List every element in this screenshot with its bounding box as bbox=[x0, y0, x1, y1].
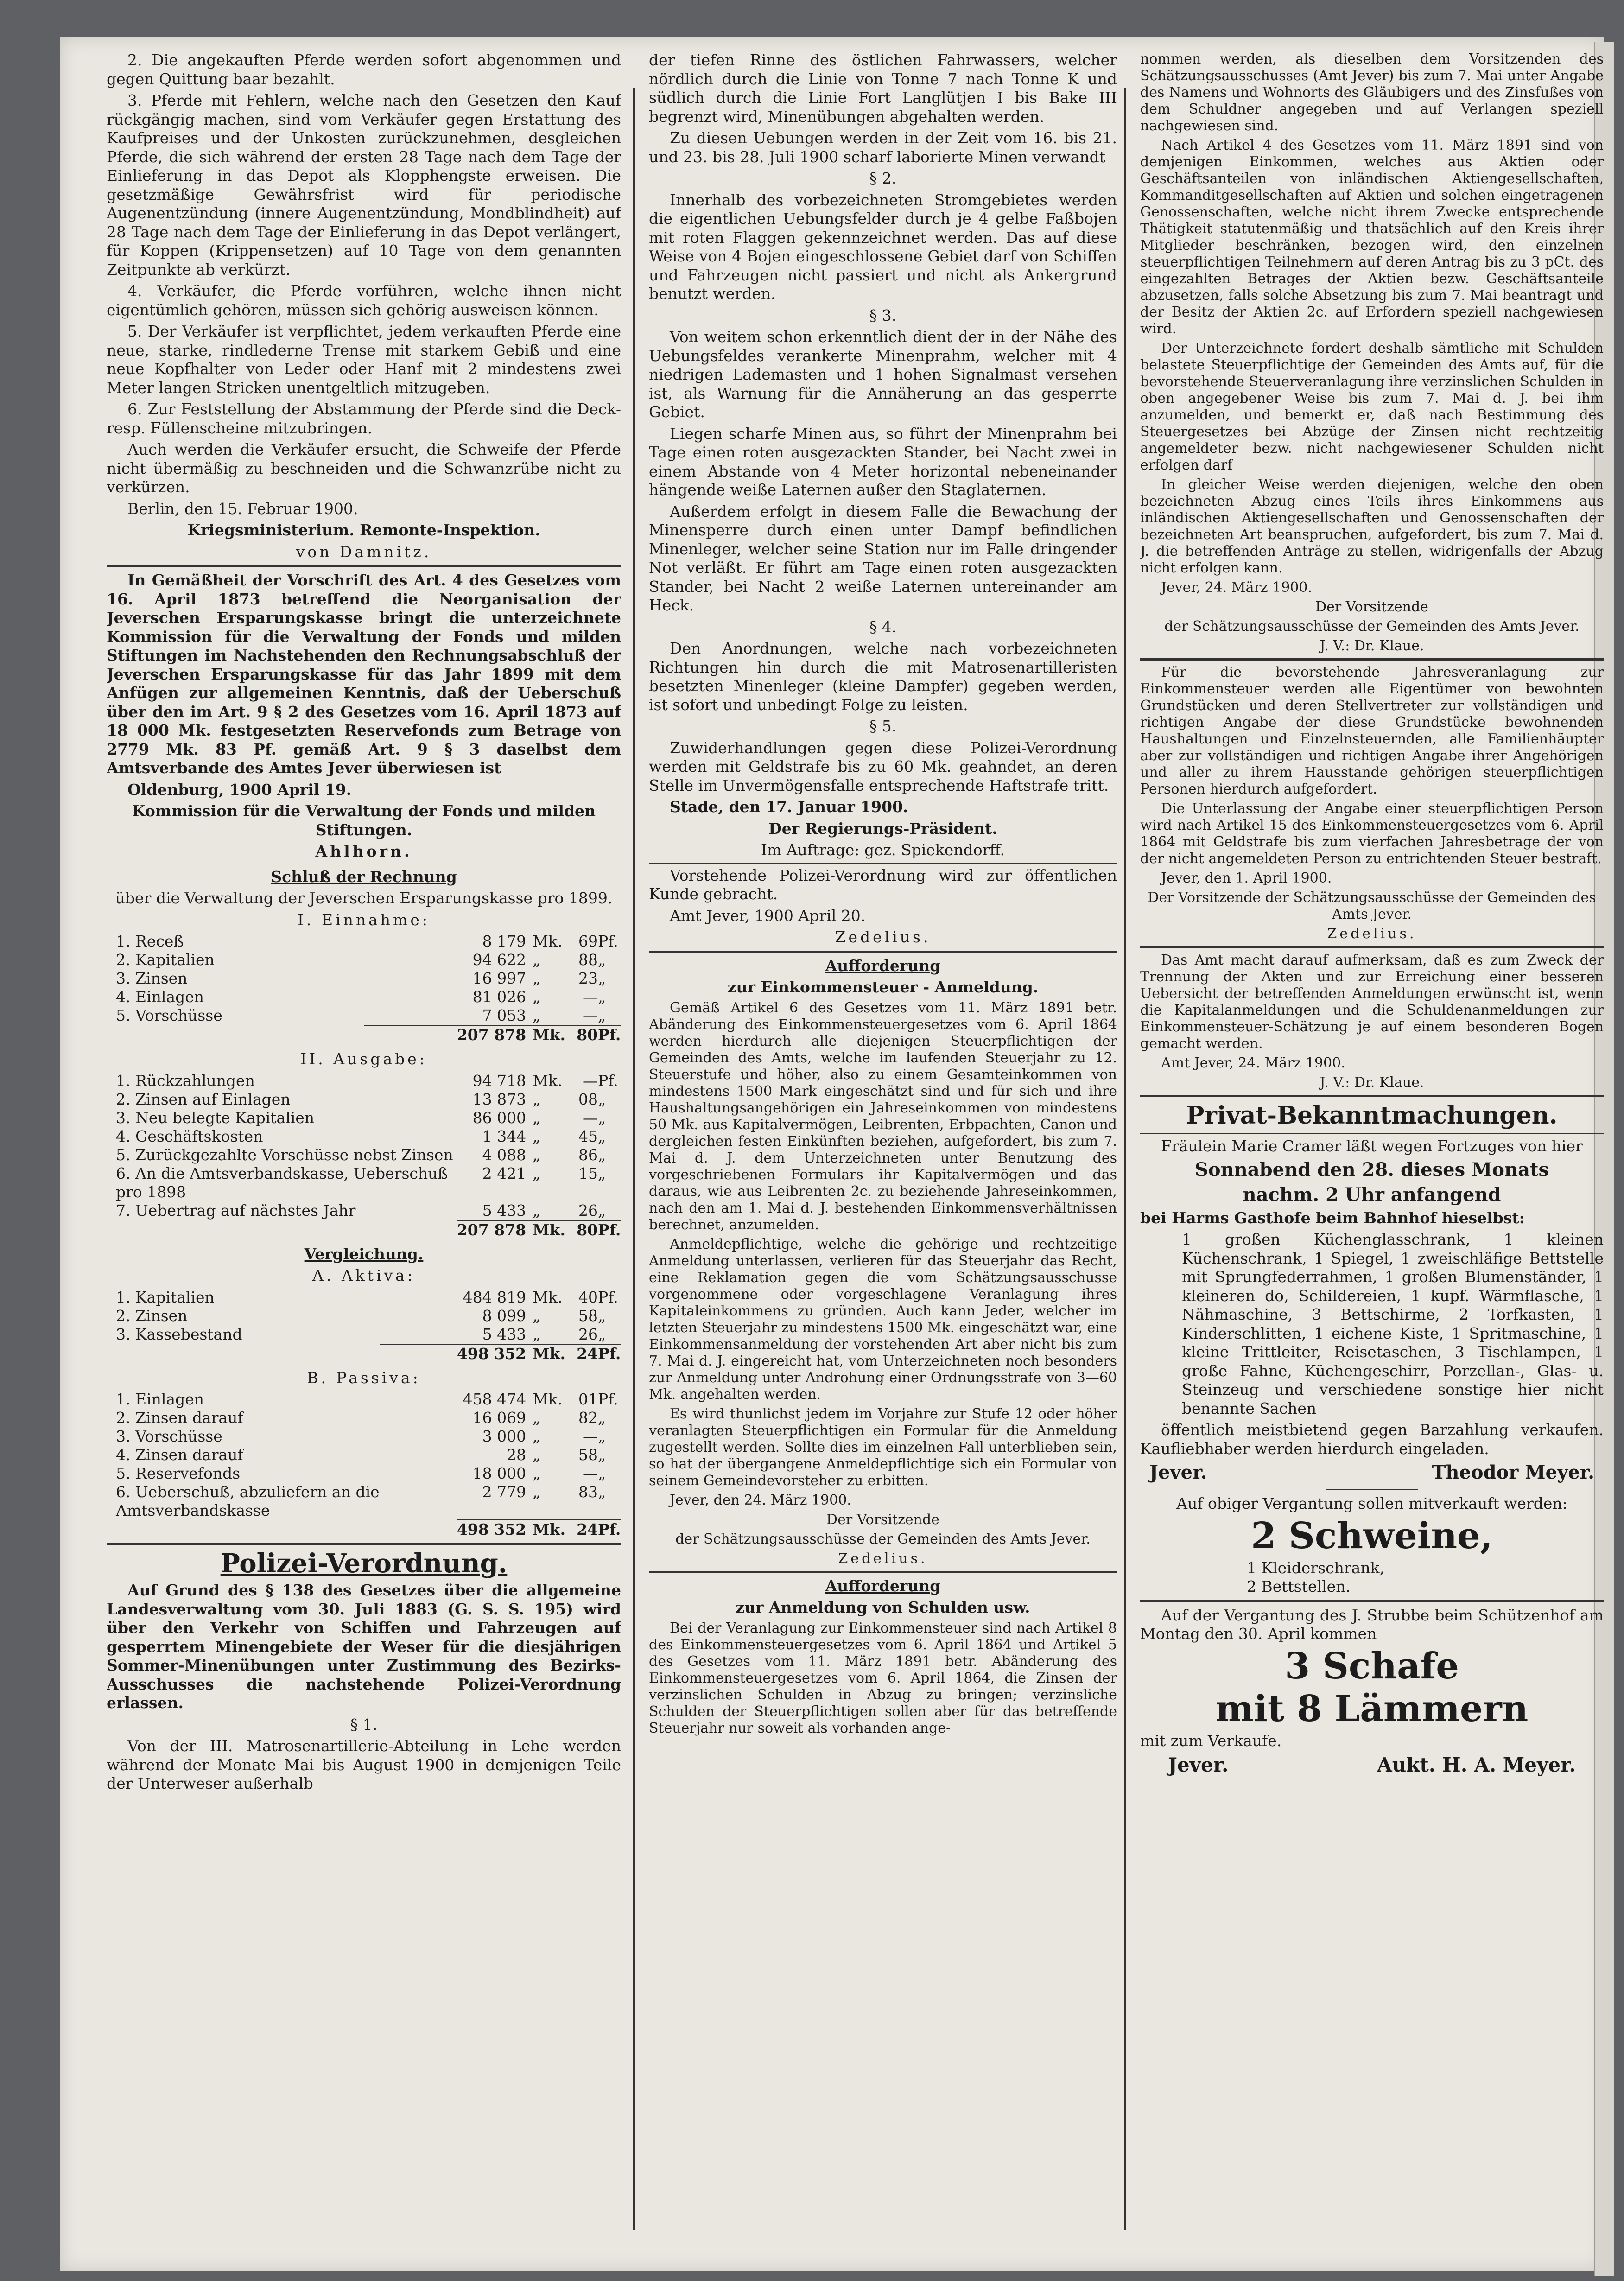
account-total-row bbox=[107, 1025, 621, 1044]
paragraph: 5. Der Verkäufer ist verpflichtet, jedem verkauften Pferde eine neue, starke, rindlederne Trense mit starkem Gebiß und eine neue Kopfhalter von Leder oder Hanf mit 2 mindestens zwei Meter langen Stricken unentgeltlich mitzugeben. bbox=[107, 322, 621, 397]
account-pf-unit: „ bbox=[598, 1164, 606, 1182]
account-pf-unit: „ bbox=[598, 1409, 606, 1427]
account-amount: 484 819 bbox=[463, 1288, 527, 1306]
accounts-title: Schluß der Rechnung bbox=[271, 867, 457, 886]
paragraph: Den Anordnungen, welche nach vorbezeichneten Richtungen hin durch die mit Matrosenartilleristen besetzten Minenleger (kleine Dampfer) gegeben werden, ist sofort und unbedingt Folge zu leisten. bbox=[649, 639, 1117, 714]
signature: Zedelius. bbox=[838, 1550, 928, 1567]
expense-table bbox=[107, 1072, 621, 1239]
account-row bbox=[107, 1307, 621, 1325]
signature: Ahlhorn. bbox=[315, 842, 412, 860]
account-label: 3. Neu belegte Kapitalien bbox=[116, 1108, 315, 1127]
signature: J. V.: Dr. Klaue. bbox=[1320, 638, 1424, 654]
account-total-pfennig: 80 bbox=[565, 1220, 598, 1239]
account-label: 5. Vorschüsse bbox=[116, 1006, 222, 1024]
account-total-amount: 207 878 bbox=[457, 1220, 533, 1239]
account-label: 6. An die Amtsverbandskasse, Ueberschuß pro 1898 bbox=[116, 1164, 448, 1201]
extra-item: 1 Kleiderschrank, bbox=[1247, 1558, 1385, 1577]
liabilities-table bbox=[107, 1390, 621, 1539]
account-pfennig: — bbox=[583, 1006, 598, 1024]
account-pfennig: 82 bbox=[578, 1409, 598, 1427]
account-label: 2. Zinsen darauf bbox=[116, 1409, 243, 1427]
sheep-sale-note: mit zum Verkaufe. bbox=[1140, 1731, 1282, 1750]
account-pfennig: 58 bbox=[578, 1446, 598, 1464]
account-pf-unit: „ bbox=[598, 1201, 606, 1220]
account-pfennig: 83 bbox=[578, 1483, 598, 1501]
account-label: 2. Zinsen auf Einlagen bbox=[116, 1090, 291, 1108]
auction-intro: Fräulein Marie Cramer läßt wegen Fortzuges von hier bbox=[1161, 1137, 1583, 1155]
auction-date: Sonnabend den 28. dieses Monats bbox=[1195, 1158, 1549, 1181]
account-row bbox=[107, 951, 621, 969]
account-label: 5. Reservefonds bbox=[116, 1464, 241, 1482]
account-row bbox=[107, 1006, 621, 1025]
account-label: 1. Einlagen bbox=[116, 1390, 204, 1408]
dateline: Jever, den 1. April 1900. bbox=[1161, 870, 1332, 886]
account-pfennig: 08 bbox=[578, 1090, 598, 1108]
dateline: Stade, den 17. Januar 1900. bbox=[670, 798, 908, 816]
account-amount: 1 344 bbox=[482, 1127, 527, 1145]
account-pf-unit: „ bbox=[598, 1306, 606, 1325]
tax-notice-subtitle: zur Einkommensteuer - Anmeldung. bbox=[727, 978, 1039, 996]
auction-town: Jever. bbox=[1149, 1461, 1207, 1483]
debt-notice-subtitle: zur Anmeldung von Schulden usw. bbox=[736, 1598, 1030, 1616]
account-unit: „ bbox=[533, 1145, 541, 1164]
sheep-intro: Auf der Vergantung des J. Strubbe beim Schützenhof am Montag den 30. April kommen bbox=[1140, 1606, 1604, 1643]
dateline: Oldenburg, 1900 April 19. bbox=[127, 780, 352, 799]
account-total-row bbox=[107, 1220, 621, 1239]
signature: Im Auftrage: gez. Spiekendorff. bbox=[761, 841, 1005, 859]
account-label: 3. Kassebestand bbox=[116, 1325, 242, 1343]
section-mark: § 2. bbox=[869, 169, 897, 187]
expense-heading: II. Ausgabe: bbox=[300, 1050, 427, 1068]
account-amount: 18 000 bbox=[472, 1464, 527, 1482]
dateline: Amt Jever, 24. März 1900. bbox=[1161, 1055, 1345, 1071]
auction-items: 1 großen Küchenglasschrank, 1 kleinen Küchenschrank, 1 Spiegel, 1 zweischläfige Bettstelle mit Sprungfederrahmen, 1 großen Blumenständer, 1 kleineren do, Schildereien, 1 kupf. Wärmflasche, 1 Nähmaschine, 3 Bettschirme, 2 Torfkasten, 1 Kinderschlitten, 1 eichene Kiste, 1 Spritmaschine, 1 kleine Trittleiter, Reisetaschen, 3 Tischlampen, 1 große Fahne, Küchengeschirr, Porzellan-, Glas- u. Steinzeug und verschiedene sonstige hier nicht benannte Sachen bbox=[1182, 1230, 1604, 1417]
income-table bbox=[107, 932, 621, 1044]
account-unit: „ bbox=[533, 1164, 541, 1182]
account-amount: 28 bbox=[507, 1446, 527, 1464]
paragraph: Nach Artikel 4 des Gesetzes vom 11. März 1891 sind von demjenigen Einkommen, welches aus Aktien oder Geschäftsanteilen von inländischen Aktiengesellschaften, Kommanditgesellschaften auf Aktien und solchen eingetragenen Genossenschaften, welche nicht ihrem Zwecke entsprechende Thätigkeit statutenmäßig und thatsächlich auf den Kreis ihrer Mitglieder beschränken, bezogen wird, den einzelnen steuerpflichtigen Teilnehmern auf deren Antrag bis zu 3 pCt. des eingezahlten Betrages der Aktien bezw. Geschäftsanteile abzusetzen, falls solche Absetzung bis zum 7. Mai beantragt und der Besitz der Aktien 2c. auf Erfordern speziell nachgewiesen wird. bbox=[1140, 137, 1604, 337]
divider bbox=[1140, 1133, 1604, 1134]
paragraph: nommen werden, als dieselben dem Vorsitzenden des Schätzungsausschusses (Amt Jever) bis zum 7. Mai unter Angabe des Namens und Wohnorts des Gläubigers und des Zinsfußes von dem Schuldner angegeben und auf Verlangen speziell nachgewiesen sind. bbox=[1140, 51, 1604, 134]
auction-signature bbox=[1140, 1461, 1604, 1484]
column-2 bbox=[649, 51, 1117, 2220]
income-heading: I. Einnahme: bbox=[297, 910, 431, 929]
account-pfennig: 26 bbox=[578, 1325, 598, 1343]
section-rule bbox=[107, 1543, 621, 1545]
auctioneer-name: Theodor Meyer. bbox=[1432, 1461, 1594, 1483]
account-amount: 2 421 bbox=[482, 1164, 527, 1182]
account-pfennig: 45 bbox=[578, 1127, 598, 1145]
account-pf-unit: Pf. bbox=[598, 1390, 618, 1408]
account-pf-unit: „ bbox=[598, 1145, 606, 1164]
column-3 bbox=[1140, 51, 1604, 2220]
account-unit: „ bbox=[533, 988, 541, 1006]
account-label: 4. Einlagen bbox=[116, 988, 204, 1006]
account-total-spacer bbox=[107, 1025, 364, 1044]
account-amount: 458 474 bbox=[463, 1390, 527, 1408]
account-unit: „ bbox=[533, 1306, 541, 1325]
section-rule bbox=[1140, 946, 1604, 948]
authority: Kommission für die Verwaltung der Fonds und milden Stiftungen. bbox=[132, 802, 596, 839]
account-amount: 8 099 bbox=[482, 1306, 527, 1325]
account-amount: 16 069 bbox=[472, 1409, 527, 1427]
account-row bbox=[107, 1072, 621, 1090]
account-unit: „ bbox=[533, 1127, 541, 1145]
paragraph: Zu diesen Uebungen werden in der Zeit vom 16. bis 21. und 23. bis 28. Juli 1900 scharf laborierte Minen verwandt bbox=[649, 129, 1117, 166]
account-pfennig: 26 bbox=[578, 1201, 598, 1220]
account-total-unit: Mk. bbox=[533, 1220, 565, 1239]
paragraph: Liegen scharfe Minen aus, so führt der Minenprahm bei Tage einen roten ausgezackten Stander, bei Nacht zwei in einem Abstande von 4 Meter horizontal nebeneinander hängende weiße Laternen außer den Staglaternen. bbox=[649, 424, 1117, 499]
account-total-spacer bbox=[107, 1344, 380, 1363]
account-label: 4. Geschäftskosten bbox=[116, 1127, 263, 1145]
signature: von Damnitz. bbox=[296, 542, 432, 561]
account-amount: 16 997 bbox=[472, 969, 527, 987]
authority: Der Vorsitzende bbox=[1315, 599, 1428, 615]
account-amount: 5 433 bbox=[482, 1325, 527, 1343]
assets-heading: A. Aktiva: bbox=[312, 1266, 415, 1284]
account-row bbox=[107, 1390, 621, 1409]
paragraph: Vorstehende Polizei-Verordnung wird zur öffentlichen Kunde gebracht. bbox=[649, 866, 1117, 903]
account-pf-unit: Pf. bbox=[598, 1288, 618, 1306]
account-total-amount: 498 352 bbox=[380, 1344, 533, 1363]
account-pf-unit: „ bbox=[598, 1325, 606, 1343]
account-row bbox=[107, 1427, 621, 1446]
sheep-signature bbox=[1140, 1753, 1604, 1777]
account-total-unit: Mk. bbox=[533, 1344, 565, 1363]
account-pf-unit: „ bbox=[598, 1108, 606, 1127]
debt-notice-title: Aufforderung bbox=[825, 1576, 941, 1595]
sheep-auctioneer: Aukt. H. A. Meyer. bbox=[1377, 1754, 1576, 1776]
account-amount: 4 088 bbox=[482, 1145, 527, 1164]
account-pf-unit: „ bbox=[598, 951, 606, 969]
account-pf-unit: „ bbox=[598, 1427, 606, 1445]
account-unit: „ bbox=[533, 969, 541, 987]
account-unit: Mk. bbox=[533, 1390, 563, 1408]
account-pf-unit: „ bbox=[598, 988, 606, 1006]
account-label: 2. Zinsen bbox=[116, 1306, 188, 1325]
account-unit: „ bbox=[533, 1090, 541, 1108]
auction-time: nachm. 2 Uhr anfangend bbox=[1243, 1183, 1501, 1206]
paragraph: Innerhalb des vorbezeichneten Stromgebietes werden die eigentlichen Uebungsfelder durch je 4 gelbe Faßbojen mit roten Flaggen gekennzeichnet werden. Das auf diese Weise von 4 Bojen eingeschlossene Gebiet darf von Schiffen und Fahrzeugen nicht passiert und nicht als Ankergrund benutzt werden. bbox=[649, 191, 1117, 303]
account-label: 7. Uebertrag auf nächstes Jahr bbox=[116, 1201, 356, 1220]
account-row bbox=[107, 1446, 621, 1464]
dateline: Berlin, den 15. Februar 1900. bbox=[127, 499, 358, 518]
auction-place: bei Harms Gasthofe beim Bahnhof hieselbst: bbox=[1140, 1208, 1525, 1227]
extra-item: 2 Bettstellen. bbox=[1247, 1577, 1351, 1595]
account-total-pfennig: 24 bbox=[565, 1344, 598, 1363]
account-pf-unit: Pf. bbox=[598, 1071, 618, 1090]
account-pf-unit: Pf. bbox=[598, 932, 618, 950]
paragraph: In Gemäßheit der Vorschrift des Art. 4 des Gesetzes vom 16. April 1873 betreffend die Neorganisation der Jeverschen Ersparungskasse bringt die unterzeichnete Kommission für die Verwaltung der Fonds und milden Stiftungen im Nachstehenden den Rechnungsabschluß der Jeverschen Ersparungskasse für das Jahr 1899 mit dem Anfügen zur allgemeinen Kenntnis, daß der Ueberschuß über den im Art. 9 § 2 des Gesetzes vom 16. April 1873 auf 18 000 Mk. festgesetzten Reservefonds zum Betrage von 2779 Mk. 83 Pf. gemäß Art. 9 § 3 daselbst dem Amtsverbande des Amtes Jever überwiesen ist bbox=[107, 571, 621, 777]
account-pfennig: — bbox=[583, 1071, 598, 1090]
account-row bbox=[107, 988, 621, 1006]
account-row bbox=[107, 1288, 621, 1307]
section-rule bbox=[1140, 658, 1604, 661]
column-rule-1 bbox=[633, 88, 635, 2230]
account-amount: 86 000 bbox=[472, 1108, 527, 1127]
account-pf-unit: „ bbox=[598, 1127, 606, 1145]
section-mark: § 4. bbox=[869, 617, 897, 636]
account-total-pf-unit: Pf. bbox=[598, 1520, 621, 1538]
authority: Kriegsministerium. Remonte-Inspektion. bbox=[187, 521, 540, 539]
account-label: 3. Vorschüsse bbox=[116, 1427, 222, 1445]
account-unit: „ bbox=[533, 951, 541, 969]
account-row bbox=[107, 1109, 621, 1127]
account-row bbox=[107, 969, 621, 988]
account-pfennig: — bbox=[583, 1427, 598, 1445]
private-notices-title: Privat-Bekanntmachungen. bbox=[1186, 1101, 1558, 1130]
account-total-pfennig: 24 bbox=[565, 1520, 598, 1539]
paragraph: Das Amt macht darauf aufmerksam, daß es zum Zweck der Trennung der Akten und zur Erreichung einer besseren Uebersicht der betreffenden Anmeldungen erwünscht ist, wenn die Kapitalanmeldungen und die Schuldenanmeldungen zur Einkommensteuer-Schätzung je auf einem besonderen Bogen gemacht werden. bbox=[1140, 952, 1604, 1052]
account-pfennig: 58 bbox=[578, 1306, 598, 1325]
comparison-title: Vergleichung. bbox=[304, 1245, 424, 1263]
account-total-pf-unit: Pf. bbox=[598, 1344, 621, 1363]
account-total-unit: Mk. bbox=[533, 1520, 565, 1538]
dateline: Jever, 24. März 1900. bbox=[1161, 579, 1313, 596]
account-pfennig: 01 bbox=[578, 1390, 598, 1408]
account-pfennig: 15 bbox=[578, 1164, 598, 1182]
account-row bbox=[107, 1090, 621, 1109]
account-amount: 3 000 bbox=[482, 1427, 527, 1445]
account-pfennig: — bbox=[583, 1464, 598, 1482]
account-unit: „ bbox=[533, 1201, 541, 1220]
paragraph: der tiefen Rinne des östlichen Fahrwassers, welcher nördlich durch die Linie von Tonne 7 nach Tonne K und südlich durch die Linie Fort Langlütjen I bis Bake III begrenzt wird, Minenübungen abgehalten werden. bbox=[649, 51, 1117, 126]
account-row bbox=[107, 1409, 621, 1427]
account-total-pf-unit: Pf. bbox=[598, 1026, 621, 1044]
authority: der Schätzungsausschüsse der Gemeinden des Amts Jever. bbox=[1164, 618, 1580, 635]
account-label: 3. Zinsen bbox=[116, 969, 188, 987]
tax-notice-title: Aufforderung bbox=[825, 956, 941, 975]
account-amount: 8 179 bbox=[482, 932, 527, 950]
account-unit: „ bbox=[533, 1006, 541, 1024]
police-ordinance bbox=[107, 1549, 621, 1793]
account-label: 4. Zinsen darauf bbox=[116, 1446, 243, 1464]
signature: Zedelius. bbox=[835, 928, 931, 946]
account-label: 1. Kapitalien bbox=[116, 1288, 215, 1306]
account-row bbox=[107, 1146, 621, 1164]
account-row bbox=[107, 1201, 621, 1220]
paragraph: In gleicher Weise werden diejenigen, welche den oben bezeichneten Abzug eines Teils ihres Einkommens aus inländischen Aktiengesellschaften und Genossenschaften der bezeichneten Art beanspruchen, aufgefordert, bis zum 7. Mai d. J. die betreffenden Anträge zu stellen, widrigenfalls der Abzug nicht erfolgen kann. bbox=[1140, 477, 1604, 576]
account-amount: 81 026 bbox=[472, 988, 527, 1006]
account-row bbox=[107, 932, 621, 951]
account-pf-unit: „ bbox=[598, 1483, 606, 1501]
account-unit: Mk. bbox=[533, 1288, 563, 1306]
section-rule bbox=[1140, 1600, 1604, 1602]
account-unit: „ bbox=[533, 1446, 541, 1464]
account-pf-unit: „ bbox=[598, 1464, 606, 1482]
dateline: Jever, den 24. März 1900. bbox=[670, 1492, 851, 1508]
account-pfennig: 88 bbox=[578, 951, 598, 969]
section-rule bbox=[649, 951, 1117, 953]
police-title: Polizei-Verordnung. bbox=[220, 1548, 508, 1579]
section-mark: § 1. bbox=[350, 1715, 378, 1734]
section-rule bbox=[1140, 1095, 1604, 1097]
paragraph: Anmeldepflichtige, welche die gehörige und rechtzeitige Anmeldung unterlassen, verlieren für das Steuerjahr das Recht, eine Reklamation gegen die vom Schätzungsausschusse vorgenommene oder vorgeschlagene Veranlagung ihres Kapitaleinkommens zu gründen. Auch kann Jeder, welcher im letzten Steuerjahr zu mindestens 1500 Mk. eingeschätzt war, eine Einkommensanmeldung der vorstehenden Art aber nicht bis zum 7. Mai d. J. eingereicht hat, vom Unterzeichneten noch besonders zur Anmeldung unter Androhung einer Ordnungsstrafe von 3—60 Mk. angehalten werden. bbox=[649, 1236, 1117, 1403]
account-pfennig: 23 bbox=[578, 969, 598, 987]
assets-table bbox=[107, 1288, 621, 1363]
paragraph: Von weitem schon erkenntlich dient der in der Nähe des Uebungsfeldes verankerte Minenprahm, welcher mit 4 niedrigen Lademasten und 1 hohen Signalmast versehen ist, als Warnung für die Annäherung an das gesperrte Gebiet. bbox=[649, 328, 1117, 421]
paragraph: Auch werden die Verkäufer ersucht, die Schweife der Pferde nicht übermäßig zu beschneiden und die Schwanzrübe nicht zu verkürzen. bbox=[107, 440, 621, 496]
paragraph: Zuwiderhandlungen gegen diese Polizei-Verordnung werden mit Geldstrafe bis zu 60 Mk. geahndet, an deren Stelle im Unvermögensfalle entsprechende Haftstrafe tritt. bbox=[649, 738, 1117, 794]
pig-intro: Auf obiger Vergantung sollen mitverkauft werden: bbox=[1176, 1494, 1567, 1512]
account-amount: 94 622 bbox=[472, 951, 527, 969]
account-pfennig: 86 bbox=[578, 1145, 598, 1164]
paragraph: Bei der Veranlagung zur Einkommensteuer sind nach Artikel 8 des Einkommensteuergesetzes vom 6. April 1864 und Artikel 5 des Gesetzes vom 11. März 1891 betr. Abänderung des Einkommensteuergesetzes vom 6. April 1864, die Zinsen der verzinslichen Schulden in Abzug zu bringen; verzinsliche Schulden der Steuerpflichtigen sollen aber für das betreffende Steuerjahr nur soweit als vorhanden ange- bbox=[649, 1620, 1117, 1736]
account-unit: Mk. bbox=[533, 932, 563, 950]
account-pfennig: — bbox=[583, 988, 598, 1006]
account-pf-unit: „ bbox=[598, 969, 606, 987]
accounts-subtitle: über die Verwaltung der Jeverschen Ersparungskasse pro 1899. bbox=[115, 889, 613, 907]
section-mark: § 5. bbox=[869, 717, 897, 735]
section-mark: § 3. bbox=[869, 306, 897, 324]
auction-terms: öffentlich meistbietend gegen Barzahlung verkaufen. Kaufliebhaber werden hierdurch eingeladen. bbox=[1140, 1421, 1604, 1458]
account-row bbox=[107, 1483, 621, 1520]
column-rule-2 bbox=[1124, 88, 1126, 2230]
account-total-row bbox=[107, 1520, 621, 1539]
account-label: 2. Kapitalien bbox=[116, 951, 215, 969]
horse-purchase-notice bbox=[107, 51, 621, 561]
divider bbox=[649, 863, 1117, 864]
paragraph: Auf Grund des § 138 des Gesetzes über die allgemeine Landesverwaltung vom 30. Juli 1883 (G. S. S. 195) wird über den Verkehr von Schiffen und Fahrzeugen auf gesperrtem Minengebiete der Weser für die diesjährigen Sommer-Minenübungen unter Zustimmung des Bezirks-Ausschusses die nachstehende Polizei-Verordnung erlassen. bbox=[107, 1581, 621, 1712]
account-pf-unit: „ bbox=[598, 1090, 606, 1108]
paragraph: Außerdem erfolgt in diesem Falle die Bewachung der Minensperre durch einen unter Dampf befindlichen Minenleger, welcher seine Station nur im Falle dringender Not verläßt. Er führt am Tage einen roten ausgezackten Stander, bei Nacht 2 weiße Laternen untereinander am Heck. bbox=[649, 502, 1117, 614]
pig-headline: 2 Schweine, bbox=[1251, 1514, 1493, 1557]
account-amount: 2 779 bbox=[482, 1483, 527, 1501]
account-label: 5. Zurückgezahlte Vorschüsse nebst Zinsen bbox=[116, 1145, 453, 1164]
account-total-unit: Mk. bbox=[533, 1026, 565, 1044]
account-unit: Mk. bbox=[533, 1071, 563, 1090]
account-total-pfennig: 80 bbox=[565, 1025, 598, 1044]
paragraph: Für die bevorstehende Jahresveranlagung zur Einkommensteuer werden alle Eigentümer von bewohnten Grundstücken und deren Stellvertreter zur vollständigen und richtigen Angabe der diese Grundstücke bewohnenden Haushaltungen und Einzelnsteuernden, alle Familienhäupter aber zur vollständigen und richtigen Angabe ihrer Angehörigen und aller zu ihrem Hausstande gehörigen steuerpflichtigen Personen hierdurch aufgefordert. bbox=[1140, 664, 1604, 797]
account-unit: „ bbox=[533, 1108, 541, 1127]
paragraph: Gemäß Artikel 6 des Gesetzes vom 11. März 1891 betr. Abänderung des Einkommensteuergesetzes vom 6. April 1864 werden hierdurch alle diejenigen Steuerpflichtigen der Gemeinden des Amts, welche im laufenden Steuerjahr zu 12. Steuerstufe und höher, also zu einem Gesamteinkommen von mindestens 1500 Mark eingeschätzt sind und für sich und ihre Haushaltungsangehörigen ein Jahreseinkommen von mindestens 50 Mk. aus Kapitalvermögen, Leibrenten, Erbpachten, Canon und dergleichen festen Einkünften beziehen, aufgefordert, bis zum 7. Mai d. J. dem Unterzeichneten unter Benutzung des vorgeschriebenen Formulars ihr Kapitalvermögen und das daraus, wie aus Leibrenten 2c. zu beziehende Jahreseinkommen, nach den am 1. Mai d. J. bestehenden Einkommensverhältnissen berechnet, anzumelden. bbox=[649, 999, 1117, 1233]
account-row bbox=[107, 1164, 621, 1201]
account-amount: 7 053 bbox=[482, 1006, 527, 1024]
liabilities-heading: B. Passiva: bbox=[307, 1368, 421, 1387]
signature: Zedelius. bbox=[1327, 926, 1417, 942]
signature: J. V.: Dr. Klaue. bbox=[1320, 1074, 1424, 1091]
account-unit: „ bbox=[533, 1427, 541, 1445]
savings-bank-notice bbox=[107, 571, 621, 1539]
account-row bbox=[107, 1325, 621, 1344]
authority: Der Vorsitzende bbox=[826, 1511, 939, 1528]
account-amount: 13 873 bbox=[472, 1090, 527, 1108]
account-total-amount: 498 352 bbox=[457, 1520, 533, 1539]
column-1 bbox=[107, 51, 621, 2220]
paragraph: Von der III. Matrosenartillerie-Abteilung in Lehe werden während der Monate Mai bis August 1900 in demjenigen Teile der Unterweser außerhalb bbox=[107, 1737, 621, 1792]
authority: der Schätzungsausschüsse der Gemeinden des Amts Jever. bbox=[675, 1531, 1091, 1547]
account-pfennig: 69 bbox=[578, 932, 598, 950]
account-label: 1. Rückzahlungen bbox=[116, 1071, 255, 1090]
account-total-amount: 207 878 bbox=[364, 1025, 533, 1044]
paragraph: Es wird thunlichst jedem im Vorjahre zur Stufe 12 oder höher veranlagten Steuerpflichtigen ein Formular für die Anmeldung zugestellt werden. Sollte dies im einzelnen Fall unterblieben sein, so hat der übergangene Anmeldepflichtige sich ein Formular von seinem Gemeindevorsteher zu erbitten. bbox=[649, 1405, 1117, 1489]
account-amount: 94 718 bbox=[472, 1071, 527, 1090]
authority: Der Regierungs-Präsident. bbox=[768, 819, 997, 838]
account-label: 1. Receß bbox=[116, 932, 184, 950]
account-total-row bbox=[107, 1344, 621, 1363]
dateline: Amt Jever, 1900 April 20. bbox=[670, 906, 866, 925]
account-amount: 5 433 bbox=[482, 1201, 527, 1220]
account-unit: „ bbox=[533, 1409, 541, 1427]
paragraph: 4. Verkäufer, die Pferde vorführen, welche ihnen nicht eigentümlich gehören, müssen sich gehörig ausweisen können. bbox=[107, 282, 621, 319]
paragraph: Die Unterlassung der Angabe einer steuerpflichtigen Person wird nach Artikel 15 des Einkommensteuergesetzes vom 6. April 1864 mit Geldstrafe bis zum vierfachen Jahresbetrage der von der nicht angemeldeten Person zu entrichtenden Steuer bestraft. bbox=[1140, 801, 1604, 867]
account-unit: „ bbox=[533, 1483, 541, 1501]
account-pf-unit: „ bbox=[598, 1006, 606, 1024]
account-pfennig: — bbox=[583, 1108, 598, 1127]
account-total-pf-unit: Pf. bbox=[598, 1220, 621, 1239]
lamb-headline: mit 8 Lämmern bbox=[1215, 1687, 1529, 1730]
account-total-spacer bbox=[107, 1220, 457, 1239]
section-rule bbox=[107, 565, 621, 567]
account-unit: „ bbox=[533, 1325, 541, 1343]
authority: Der Vorsitzende der Schätzungsausschüsse der Gemeinden des Amts Jever. bbox=[1148, 890, 1596, 922]
account-row bbox=[107, 1464, 621, 1483]
account-pfennig: 40 bbox=[578, 1288, 598, 1306]
sheep-headline: 3 Schafe bbox=[1285, 1645, 1459, 1687]
account-row bbox=[107, 1127, 621, 1146]
account-pf-unit: „ bbox=[598, 1446, 606, 1464]
divider bbox=[1326, 1489, 1418, 1490]
section-rule bbox=[649, 1571, 1117, 1573]
account-label: 6. Ueberschuß, abzuliefern an die Amtsverbandskasse bbox=[116, 1483, 380, 1519]
paragraph: Der Unterzeichnete fordert deshalb sämtliche mit Schulden belastete Steuerpflichtige der Gemeinden des Amts auf, für die bevorstehende Steuerveranlagung ihre verzinslichen Schulden in oben angegebener Weise bis zum 7. Mai d. J. bei ihm anzumelden, und bemerkt er, daß nach Bestimmung des Steuergesetzes bei Abzüge der Zinsen nicht rechtzeitig angemeldeter bezw. nicht nachgewiesener Schulden nicht erfolgen darf bbox=[1140, 340, 1604, 473]
paragraph: 6. Zur Feststellung der Abstammung der Pferde sind die Deck- resp. Füllenscheine mitzubringen. bbox=[107, 400, 621, 437]
account-unit: „ bbox=[533, 1464, 541, 1482]
paragraph: 2. Die angekauften Pferde werden sofort abgenommen und gegen Quittung baar bezahlt. bbox=[107, 51, 621, 88]
sheep-town: Jever. bbox=[1168, 1754, 1229, 1776]
account-total-spacer bbox=[107, 1520, 457, 1539]
paragraph: 3. Pferde mit Fehlern, welche nach den Gesetzen den Kauf rückgängig machen, sind vom Verkäufer gegen Erstattung des Kaufpreises und der Unkosten zurückzunehmen, desgleichen Pferde, die sich während der ersten 28 Tage nach dem Tage der Einlieferung in das Depot als Klopphengste erweisen. Die gesetzmäßige Gewährsfrist wird für periodische Augenentzündung (innere Augenentzündung, Mondblindheit) auf 28 Tage nach dem Tage der Einlieferung in das Depot verlängert, für Koppen (Krippensetzen) auf 10 Tage von dem genannten Zeitpunkte ab verkürzt. bbox=[107, 91, 621, 279]
